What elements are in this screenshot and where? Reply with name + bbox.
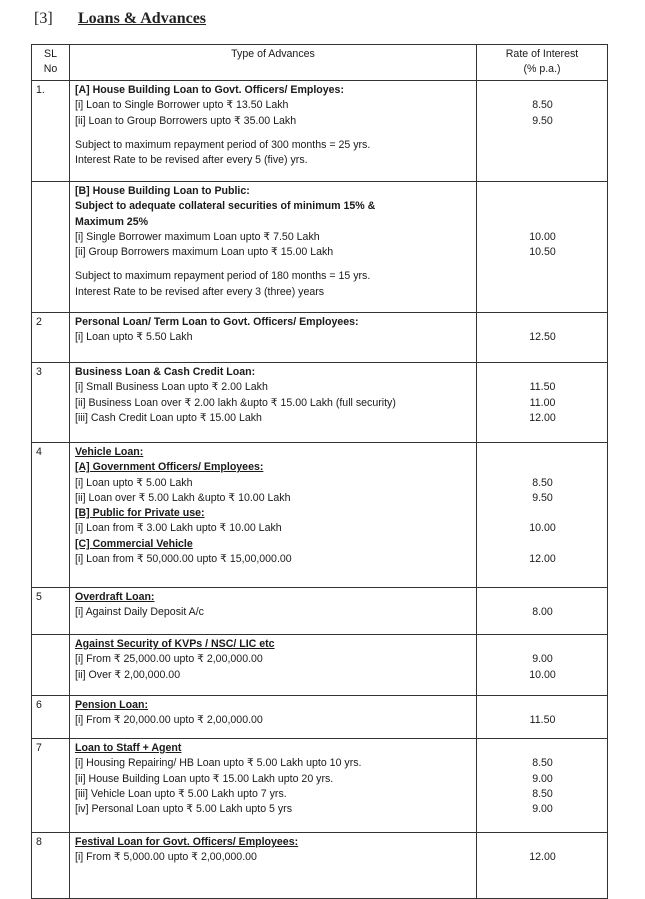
- table-row: [32, 81, 608, 182]
- advance-line: [i] Loan from ₹ 3.00 Lakh upto ₹ 10.00 Lakh: [75, 522, 282, 535]
- advance-line: [i] Small Business Loan upto ₹ 2.00 Lakh: [75, 381, 268, 394]
- advance-line: [i] Loan to Single Borrower upto ₹ 13.50 Lakh: [75, 99, 289, 112]
- rate-cell: [477, 588, 608, 635]
- advance-line: Business Loan & Cash Credit Loan:: [75, 366, 256, 378]
- header-rate: [477, 45, 608, 81]
- advance-type-cell: [70, 635, 477, 696]
- advance-type-cell: [70, 443, 477, 588]
- advance-line: Loan to Staff + Agent: [75, 742, 182, 754]
- interest-rate: [482, 835, 603, 850]
- interest-rate: 8.50: [532, 99, 553, 112]
- sl-cell: [32, 313, 70, 363]
- advance-line: Interest Rate to be revised after every 5 (five) yrs.: [75, 154, 308, 167]
- advance-line: [iii] Cash Credit Loan upto ₹ 15.00 Lakh: [75, 411, 262, 424]
- sl-number: 1.: [36, 84, 45, 96]
- rate-cell: [477, 833, 608, 899]
- table-row: [32, 588, 608, 635]
- interest-rate: [482, 83, 603, 98]
- advance-line: [B] Public for Private use:: [75, 507, 205, 520]
- sl-cell: [32, 739, 70, 833]
- interest-rate: [482, 365, 603, 380]
- interest-rate: [482, 698, 603, 713]
- rate-cell: [477, 739, 608, 833]
- advance-type-cell: [70, 313, 477, 363]
- interest-rate: [482, 153, 603, 168]
- interest-rate: [482, 445, 603, 460]
- advance-line: [ii] Loan over ₹ 5.00 Lakh &upto ₹ 10.00 Lakh: [75, 491, 291, 504]
- interest-rate: [482, 741, 603, 756]
- advance-line: [ii] Loan to Group Borrowers upto ₹ 35.00 Lakh: [75, 114, 297, 127]
- table-row: [32, 739, 608, 833]
- table-row: [32, 313, 608, 363]
- interest-rate: [482, 315, 603, 330]
- sl-number: [36, 635, 69, 637]
- advance-line: [A] Government Officers/ Employees:: [75, 461, 264, 474]
- table-row: [32, 182, 608, 313]
- interest-rate: 9.00: [532, 772, 553, 785]
- advance-line: Interest Rate to be revised after every 3 (three) years: [75, 285, 325, 298]
- interest-rate: 10.50: [529, 246, 556, 259]
- sl-number: 5: [36, 591, 42, 603]
- advance-type-cell: [70, 739, 477, 833]
- sl-number: 3: [36, 366, 42, 378]
- advance-line: [B] House Building Loan to Public:: [75, 185, 250, 197]
- interest-rate: [482, 537, 603, 552]
- interest-rate: 10.00: [529, 230, 556, 243]
- advance-type-cell: [70, 696, 477, 739]
- interest-rate: [482, 506, 603, 521]
- advance-type-cell: [70, 588, 477, 635]
- sl-number: 2: [36, 316, 42, 328]
- header-sl-text: SL No: [43, 48, 58, 76]
- section-heading: [34, 10, 206, 28]
- advance-line: Subject to maximum repayment period of 300 months = 25 yrs.: [75, 138, 371, 151]
- sl-cell: [32, 588, 70, 635]
- rate-cell: [477, 81, 608, 182]
- advance-line: [i] Loan upto ₹ 5.50 Lakh: [75, 331, 193, 344]
- sl-number: 4: [36, 446, 42, 458]
- advance-line: Festival Loan for Govt. Officers/ Employees:: [75, 836, 299, 848]
- rate-cell: [477, 635, 608, 696]
- interest-rate: 9.50: [532, 114, 553, 127]
- advance-line: Maximum 25%: [75, 215, 149, 228]
- advance-line: [A] House Building Loan to Govt. Officers/ Employes:: [75, 84, 344, 96]
- advance-line: [ii] Over ₹ 2,00,000.00: [75, 668, 181, 681]
- sl-number: 7: [36, 742, 42, 754]
- advance-line: [i] From ₹ 20,000.00 upto ₹ 2,00,000.00: [75, 714, 263, 727]
- table-row: [32, 696, 608, 739]
- header-type-text: Type of Advances: [231, 48, 315, 60]
- rate-cell: [477, 182, 608, 313]
- interest-rate: 11.00: [529, 396, 556, 409]
- advance-line: [i] Single Borrower maximum Loan upto ₹ 7.50 Lakh: [75, 230, 320, 243]
- interest-rate: [482, 590, 603, 605]
- advance-line: Personal Loan/ Term Loan to Govt. Officers/ Employees:: [75, 316, 359, 328]
- advance-line: [C] Commercial Vehicle: [75, 537, 193, 550]
- rate-cell: [477, 313, 608, 363]
- sl-cell: [32, 363, 70, 443]
- advance-line: [i] From ₹ 5,000.00 upto ₹ 2,00,000.00: [75, 851, 257, 864]
- interest-rate: [482, 460, 603, 475]
- advance-line: [i] From ₹ 25,000.00 upto ₹ 2,00,000.00: [75, 653, 263, 666]
- sl-number: 8: [36, 836, 42, 848]
- advance-line: Against Security of KVPs / NSC/ LIC etc: [75, 638, 275, 650]
- advance-line: [ii] Group Borrowers maximum Loan upto ₹ 15.00 Lakh: [75, 246, 334, 259]
- interest-rate: 8.00: [532, 606, 553, 619]
- interest-rate: [482, 215, 603, 230]
- sl-number: [36, 182, 69, 184]
- advance-line: Pension Loan:: [75, 699, 148, 711]
- advance-line: Subject to adequate collateral securities of minimum 15% &: [75, 200, 376, 213]
- sl-number: 6: [36, 699, 42, 711]
- advance-line: [i] Against Daily Deposit A/c: [75, 606, 204, 619]
- rate-cell: [477, 696, 608, 739]
- table-row: [32, 833, 608, 899]
- sl-cell: [32, 696, 70, 739]
- section-number: [3]: [34, 10, 53, 27]
- interest-rate: 10.00: [529, 522, 556, 535]
- advance-line: [i] Housing Repairing/ HB Loan upto ₹ 5.00 Lakh upto 10 yrs.: [75, 757, 362, 770]
- advance-type-cell: [70, 363, 477, 443]
- interest-rate: 9.00: [532, 653, 553, 666]
- table-row: [32, 443, 608, 588]
- sl-cell: [32, 833, 70, 899]
- advance-type-cell: [70, 182, 477, 313]
- interest-rate: 8.50: [532, 476, 553, 489]
- interest-rate: 12.50: [529, 331, 556, 344]
- advance-line: [i] Loan from ₹ 50,000.00 upto ₹ 15,00,000.00: [75, 553, 292, 566]
- interest-rate: 10.00: [529, 668, 556, 681]
- advance-line: [ii] Business Loan over ₹ 2.00 lakh &upto ₹ 15.00 Lakh (full security): [75, 396, 396, 409]
- table-row: [32, 363, 608, 443]
- interest-rate: 8.50: [532, 787, 553, 800]
- interest-rate: [482, 184, 603, 199]
- interest-rate: 9.50: [532, 491, 553, 504]
- sl-cell: [32, 443, 70, 588]
- interest-rate: 9.00: [532, 803, 553, 816]
- header-sl: [32, 45, 70, 81]
- advance-line: Vehicle Loan:: [75, 446, 144, 458]
- interest-rate: 8.50: [532, 757, 553, 770]
- interest-rate: [482, 637, 603, 652]
- table-row: [32, 635, 608, 696]
- interest-rate: 11.50: [529, 381, 556, 394]
- sl-cell: [32, 182, 70, 313]
- interest-rate: [482, 285, 603, 300]
- rate-cell: [477, 443, 608, 588]
- header-rate-text: Rate of Interest (% p.a.): [505, 48, 579, 76]
- interest-rate: [482, 138, 603, 153]
- advance-line: [ii] House Building Loan upto ₹ 15.00 Lakh upto 20 yrs.: [75, 772, 334, 785]
- advance-line: [iii] Vehicle Loan upto ₹ 5.00 Lakh upto 7 yrs.: [75, 787, 287, 800]
- header-type: [70, 45, 477, 81]
- interest-rate: [482, 269, 603, 284]
- section-title: Loans & Advances: [78, 10, 207, 27]
- advance-line: Subject to maximum repayment period of 180 months = 15 yrs.: [75, 270, 371, 283]
- table-header-row: [32, 45, 608, 81]
- interest-rate: 12.00: [529, 553, 556, 566]
- rate-cell: [477, 363, 608, 443]
- interest-rate: 11.50: [529, 714, 556, 727]
- advance-type-cell: [70, 81, 477, 182]
- loans-table: [31, 44, 608, 899]
- advance-type-cell: [70, 833, 477, 899]
- advance-line: [i] Loan upto ₹ 5.00 Lakh: [75, 476, 193, 489]
- advance-line: [iv] Personal Loan upto ₹ 5.00 Lakh upto 5 yrs: [75, 803, 292, 816]
- sl-cell: [32, 81, 70, 182]
- sl-cell: [32, 635, 70, 696]
- advance-line: Overdraft Loan:: [75, 591, 155, 603]
- interest-rate: 12.00: [529, 851, 556, 864]
- interest-rate: 12.00: [529, 411, 556, 424]
- interest-rate: [482, 199, 603, 214]
